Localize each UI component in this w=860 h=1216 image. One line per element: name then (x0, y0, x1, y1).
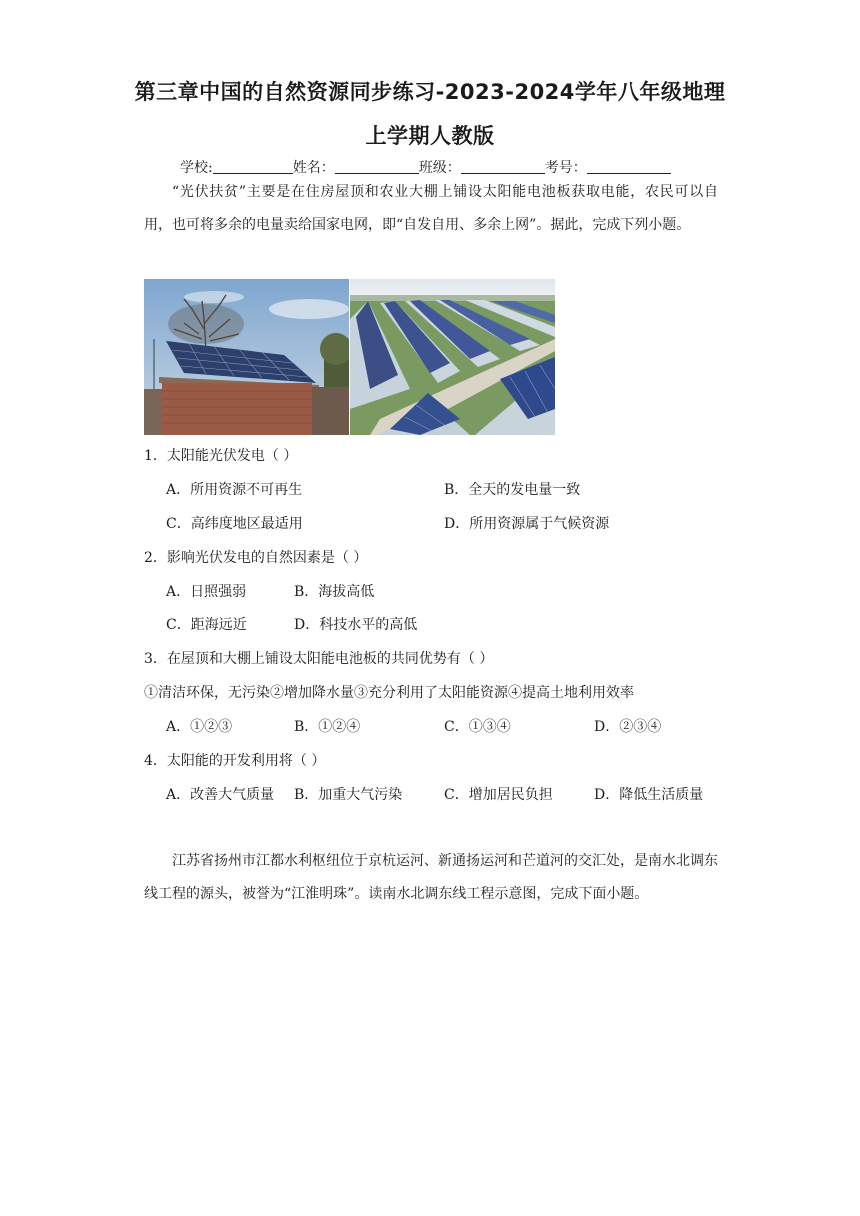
question-2-option-a[interactable]: A．日照强弱 (166, 584, 247, 600)
document-title-line-1: 第三章中国的自然资源同步练习-2023-2024学年八年级地理 (134, 80, 726, 104)
question-4-option-b[interactable]: B．加重大气污染 (294, 787, 403, 803)
name-label: 姓名： (292, 160, 335, 176)
class-label: 班级： (418, 160, 461, 176)
question-3-statements: ①清洁环保，无污染②增加降水量③充分利用了太阳能资源④提高土地利用效率 (144, 685, 634, 701)
greenhouse-solar-photo (350, 279, 555, 435)
question-3-option-d[interactable]: D．②③④ (594, 719, 662, 735)
name-blank[interactable] (335, 159, 419, 174)
question-4-option-c[interactable]: C．增加居民负担 (444, 787, 553, 803)
question-3-option-c[interactable]: C．①③④ (444, 719, 511, 735)
student-info-row (180, 157, 671, 177)
question-2-option-c[interactable]: C．距海远近 (166, 617, 247, 633)
passage-photovoltaic: “光伏扶贫”主要是在住房屋顶和农业大棚上铺设太阳能电池板获取电能，农民可以自用，也可将多余的电量卖给国家电网，即“自发自用、多余上网”。据此，完成下列小题。 (144, 184, 718, 233)
question-2-stem: 2．影响光伏发电的自然因素是（ ） (144, 550, 368, 566)
question-4-option-a[interactable]: A．改善大气质量 (166, 787, 275, 803)
question-3-option-a[interactable]: A．①②③ (166, 719, 233, 735)
class-blank[interactable] (461, 159, 545, 174)
question-1-option-b[interactable]: B．全天的发电量一致 (444, 482, 581, 498)
question-4-option-d[interactable]: D．降低生活质量 (594, 787, 704, 803)
question-2-option-d[interactable]: D．科技水平的高低 (294, 617, 418, 633)
exam-number-blank[interactable] (587, 159, 671, 174)
exam-number-label: 考号： (544, 160, 587, 176)
question-3-option-b[interactable]: B．①②④ (294, 719, 361, 735)
school-blank[interactable] (213, 159, 293, 174)
school-label: 学校: (180, 160, 213, 176)
rooftop-solar-photo (144, 279, 349, 435)
question-3-stem: 3．在屋顶和大棚上铺设太阳能电池板的共同优势有（ ） (144, 651, 494, 667)
question-1-stem: 1．太阳能光伏发电（ ） (144, 448, 298, 464)
question-1-option-a[interactable]: A．所用资源不可再生 (166, 482, 303, 498)
question-1-option-c[interactable]: C．高纬度地区最适用 (166, 516, 303, 532)
question-2-option-b[interactable]: B．海拔高低 (294, 584, 375, 600)
question-4-stem: 4．太阳能的开发利用将（ ） (144, 753, 326, 769)
document-title-line-2: 上学期人教版 (365, 124, 495, 148)
passage-south-north-water-diversion: 江苏省扬州市江都水利枢纽位于京杭运河、新通扬运河和芒道河的交汇处，是南水北调东线工程的源头，被誉为“江淮明珠”。读南水北调东线工程示意图，完成下面小题。 (144, 853, 718, 902)
question-1-option-d[interactable]: D．所用资源属于气候资源 (444, 516, 610, 532)
